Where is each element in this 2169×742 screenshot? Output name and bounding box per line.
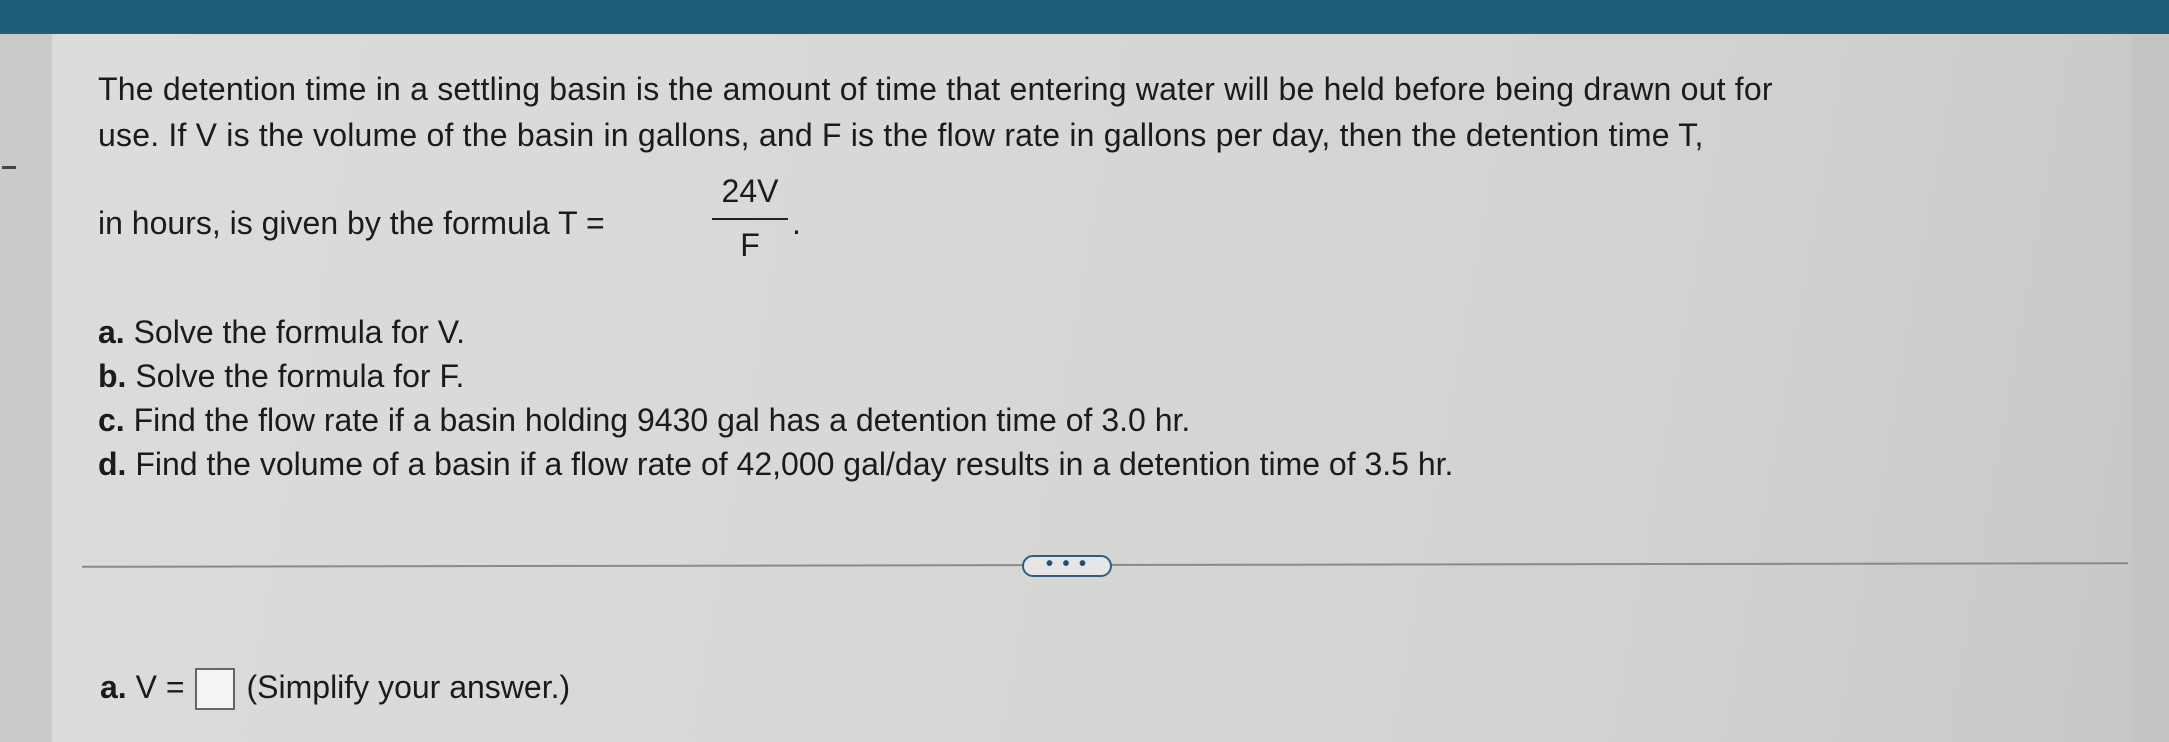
formula-numerator: 24V — [721, 173, 779, 209]
formula-lead-text: in hours, is given by the formula T = — [98, 205, 605, 241]
formula-period: . — [792, 205, 801, 241]
problem-statement — [98, 66, 2078, 158]
part-letter: a. — [98, 314, 125, 350]
part-letter: d. — [98, 446, 127, 482]
left-gutter — [0, 34, 52, 742]
part-d — [98, 442, 1453, 486]
part-text: Find the flow rate if a basin holding 9430 gal has a detention time of 3.0 hr. — [133, 402, 1191, 438]
problem-line-2: use. If V is the volume of the basin in gallons, and F is the flow rate in gallons per day, then the detention time T, — [98, 117, 1704, 153]
part-c — [98, 398, 1453, 442]
collapse-dash — [2, 166, 16, 169]
part-letter: b. — [98, 358, 127, 394]
answer-letter: a. — [100, 669, 127, 705]
more-options-button[interactable]: • • • — [1022, 555, 1112, 577]
answer-row — [100, 664, 570, 710]
part-letter: c. — [98, 402, 125, 438]
part-a — [98, 310, 1453, 354]
formula-denominator: F — [740, 227, 760, 263]
question-parts-list — [98, 310, 1453, 486]
formula-fraction — [710, 168, 790, 268]
answer-hint: (Simplify your answer.) — [246, 669, 571, 705]
right-gutter — [2132, 34, 2169, 742]
part-text: Find the volume of a basin if a flow rate of 42,000 gal/day results in a detention time of 3.5 hr. — [135, 446, 1454, 482]
top-bar — [0, 0, 2169, 34]
part-text: Solve the formula for V. — [133, 314, 466, 350]
problem-line-1: The detention time in a settling basin is the amount of time that entering water will be held before being drawn out for — [98, 71, 1773, 107]
part-text: Solve the formula for F. — [135, 358, 465, 394]
answer-input-box[interactable] — [195, 668, 235, 710]
fraction-bar — [712, 218, 788, 220]
answer-lead: V = — [135, 669, 185, 705]
part-b — [98, 354, 1453, 398]
